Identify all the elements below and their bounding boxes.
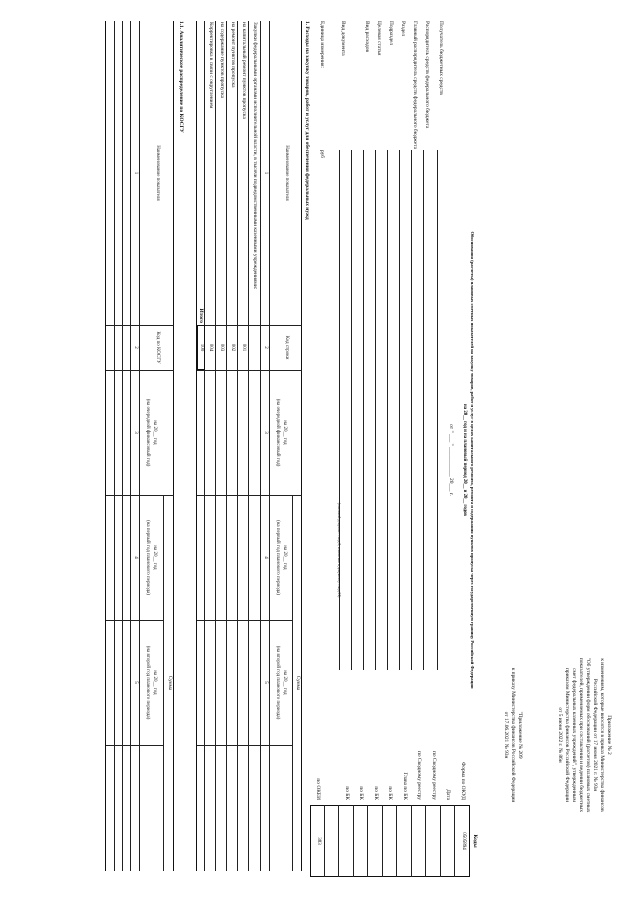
table1-colnum: 1 bbox=[263, 171, 268, 175]
codes-row-line bbox=[382, 805, 383, 877]
table2-vline bbox=[106, 495, 174, 496]
codes-row-label: по БК bbox=[387, 786, 394, 800]
table2-colnum: 4 bbox=[133, 556, 138, 559]
codes-row-line bbox=[440, 805, 441, 877]
codes-row-label: Форма по ОКУД bbox=[460, 762, 466, 800]
table1-year-sub: (на второй год планового периода) bbox=[275, 645, 280, 720]
table1-row-line bbox=[248, 21, 249, 871]
codes-header: Коды bbox=[472, 834, 478, 848]
field-underline bbox=[437, 150, 438, 670]
table2-year: на 20__ год bbox=[152, 545, 157, 570]
reference-line: от 17.06.2021 № 93н bbox=[503, 711, 509, 759]
field-underline bbox=[399, 150, 400, 670]
codes-row-line bbox=[353, 805, 354, 877]
table2-colnum: 2 bbox=[133, 346, 138, 349]
field-underline bbox=[387, 150, 388, 670]
codes-row-line bbox=[397, 805, 398, 877]
table1-col-name: Наименование показателя bbox=[284, 145, 289, 201]
field-label: Подраздел bbox=[388, 21, 394, 46]
table2-col-code: Код по КОСГУ bbox=[155, 331, 160, 364]
table2-sum-header: Сумма bbox=[167, 675, 172, 691]
field-label: Раздел bbox=[400, 21, 406, 37]
table2-bottom bbox=[105, 21, 106, 871]
table2-colnum: 5 bbox=[133, 681, 138, 684]
table1-colnum: 4 bbox=[263, 556, 268, 559]
table1-year-sub: (на очередной финансовый год) bbox=[275, 398, 280, 467]
field-underline bbox=[375, 150, 376, 670]
field-label: Получатель бюджетных средств bbox=[438, 21, 444, 95]
section11-title: 1.1. Аналитическое распределение по КОСГУ bbox=[178, 21, 184, 133]
table2-colnum: 3 bbox=[133, 431, 138, 434]
table2-top bbox=[173, 21, 174, 871]
table1-row-name: на содержание пунктов пропуска bbox=[219, 22, 225, 99]
codes-box bbox=[310, 805, 470, 877]
codes-row-line bbox=[324, 805, 325, 877]
document-subtitle: на 20__ год и на плановый период 20__ и 20__ годов bbox=[462, 404, 467, 516]
field-underline bbox=[363, 150, 364, 670]
appendix-line: смет федеральных казенных учреждений", утвержденным bbox=[571, 668, 577, 802]
codes-row-line bbox=[411, 805, 412, 877]
table1-row-code: 004 bbox=[208, 343, 213, 352]
table1-row-name: на ремонт пунктов пропуска bbox=[230, 22, 236, 88]
codes-row-line bbox=[426, 805, 427, 877]
table1-row-line bbox=[226, 21, 227, 871]
document-date: от " ___ " ___________ 20___ г. bbox=[448, 424, 454, 496]
table2-year-sub: (на очередной финансовый год) bbox=[145, 398, 150, 467]
field-label: Распорядитель средств федерального бюджета bbox=[424, 21, 430, 129]
document-title: Обоснования (расчеты) плановых сметных показателей на закупку товаров, работ и услуг в целях капитального ремонта, ремонта и содержания пунктов пропуска через государственную границу Российской Федерации bbox=[470, 231, 475, 689]
table1-colnum: 2 bbox=[263, 346, 268, 349]
field-label: Целевая статья bbox=[376, 21, 382, 56]
field-underline bbox=[423, 150, 424, 670]
field-label: Единица измерения: bbox=[319, 21, 325, 68]
table1-header-bottom bbox=[269, 21, 270, 871]
table1-row-code: 003 bbox=[219, 343, 224, 352]
table2-colnum: 1 bbox=[133, 171, 138, 175]
table1-row-name: Корректировка в связи с округлением bbox=[208, 22, 214, 109]
table2-year-sub: (на второй год планового периода) bbox=[145, 645, 150, 720]
appendix-line: от 5 июня 2022 г. № 86н bbox=[557, 707, 563, 763]
codes-row-line bbox=[339, 805, 340, 877]
table1-year: на 20__ год bbox=[282, 670, 287, 695]
codes-row-label: по ОКЕИ bbox=[315, 778, 321, 800]
table1-col-code: Код строки bbox=[284, 335, 289, 360]
table1-total-label: Итого bbox=[198, 308, 204, 323]
table2-sum-divider bbox=[163, 495, 164, 871]
table2-vline bbox=[106, 325, 174, 326]
codes-row-value: 383 bbox=[316, 837, 321, 845]
table2-col-name: Наименование показателя bbox=[155, 145, 160, 201]
codes-row-label: по БК bbox=[344, 786, 350, 800]
table2-row-line bbox=[114, 21, 115, 871]
table1-year: на 20__ год bbox=[282, 420, 287, 445]
field-underline bbox=[411, 150, 412, 670]
table1-numbers-bottom bbox=[260, 21, 261, 871]
table1-row-name: Закупки федеральными органами исполнительной власти, в тысячи подведомственными казенными учреждениями: bbox=[252, 22, 258, 290]
codes-row-label: Дата bbox=[445, 789, 452, 800]
table1-row-line bbox=[237, 21, 238, 871]
codes-row-value: 0505894 bbox=[461, 832, 466, 850]
table2-year: на 20__ год bbox=[152, 670, 157, 695]
table2-vline bbox=[106, 745, 164, 746]
table2-year: на 20__ год bbox=[152, 420, 157, 445]
table1-row-name: на капитальный ремонт пунктов пропуска bbox=[241, 22, 247, 119]
reference-line: к приказу Министерства финансов Российской Федерации bbox=[510, 667, 516, 803]
table1-row-line bbox=[204, 21, 205, 871]
appendix-line: Приложение № 2 bbox=[606, 715, 612, 755]
table2-numbers-bottom bbox=[130, 21, 131, 871]
table1-sum-divider bbox=[292, 495, 293, 871]
table1-row-code: 001 bbox=[241, 343, 246, 352]
appendix-line: показателей, применяемых при составлении и ведении бюджетных bbox=[578, 657, 584, 813]
table1-total-code: 100 bbox=[199, 343, 204, 352]
codes-row-label: по БК bbox=[358, 786, 365, 800]
table1-row-line bbox=[215, 21, 216, 871]
appendix-line: приказом Министерства финансов Российской Федерации bbox=[564, 668, 570, 802]
table2-row-line bbox=[122, 21, 123, 871]
field-label: Вид документа bbox=[340, 21, 346, 56]
table1-sum-header: Сумма bbox=[295, 675, 300, 691]
table2-year-sub: (на первый год планового периода) bbox=[145, 520, 150, 595]
table1-colnum: 3 bbox=[263, 431, 268, 434]
appendix-line: Российской Федерации от 17 июня 2021 г. № 93н bbox=[592, 678, 598, 792]
codes-row-label: по БК bbox=[373, 786, 379, 800]
field-label: Главный распорядитель средств федерального бюджета bbox=[412, 21, 418, 150]
codes-row-label: по Сводному реестру bbox=[416, 751, 423, 800]
appendix-line: "Об утверждении форм обоснований (расчетов) плановых сметных bbox=[585, 657, 591, 813]
appendix-line: к изменениям, которые вносятся в приказ Министерства финансов bbox=[599, 658, 605, 812]
table1-bottom bbox=[196, 21, 197, 871]
table1-year: на 20__ год bbox=[282, 545, 287, 570]
unit-value: руб bbox=[319, 150, 325, 158]
codes-row-line bbox=[368, 805, 369, 877]
table1-year-sub: (на первый год планового периода) bbox=[275, 520, 280, 595]
codes-row-label: по Сводному реестру bbox=[431, 751, 437, 800]
codes-row-label: Глава по БК bbox=[402, 772, 408, 800]
table2-header-bottom bbox=[139, 21, 140, 871]
section1-title: 1. Расходы на закупку товаров, работ и услуг для обеспечения федеральных нужд bbox=[304, 21, 310, 220]
field-label: Вид расходов bbox=[364, 21, 370, 52]
table1-vline bbox=[197, 745, 293, 746]
doc-type-note: (основной документ – код 0; изменение к документу – код 01) bbox=[337, 502, 341, 598]
field-underline bbox=[351, 150, 352, 670]
table1-row-code: 002 bbox=[230, 343, 235, 352]
table1-colnum: 5 bbox=[263, 681, 268, 684]
reference-line: "Приложение № 209 bbox=[517, 711, 523, 759]
codes-row-line bbox=[455, 805, 456, 877]
table1-top bbox=[301, 21, 302, 871]
table2-vline bbox=[106, 370, 174, 371]
